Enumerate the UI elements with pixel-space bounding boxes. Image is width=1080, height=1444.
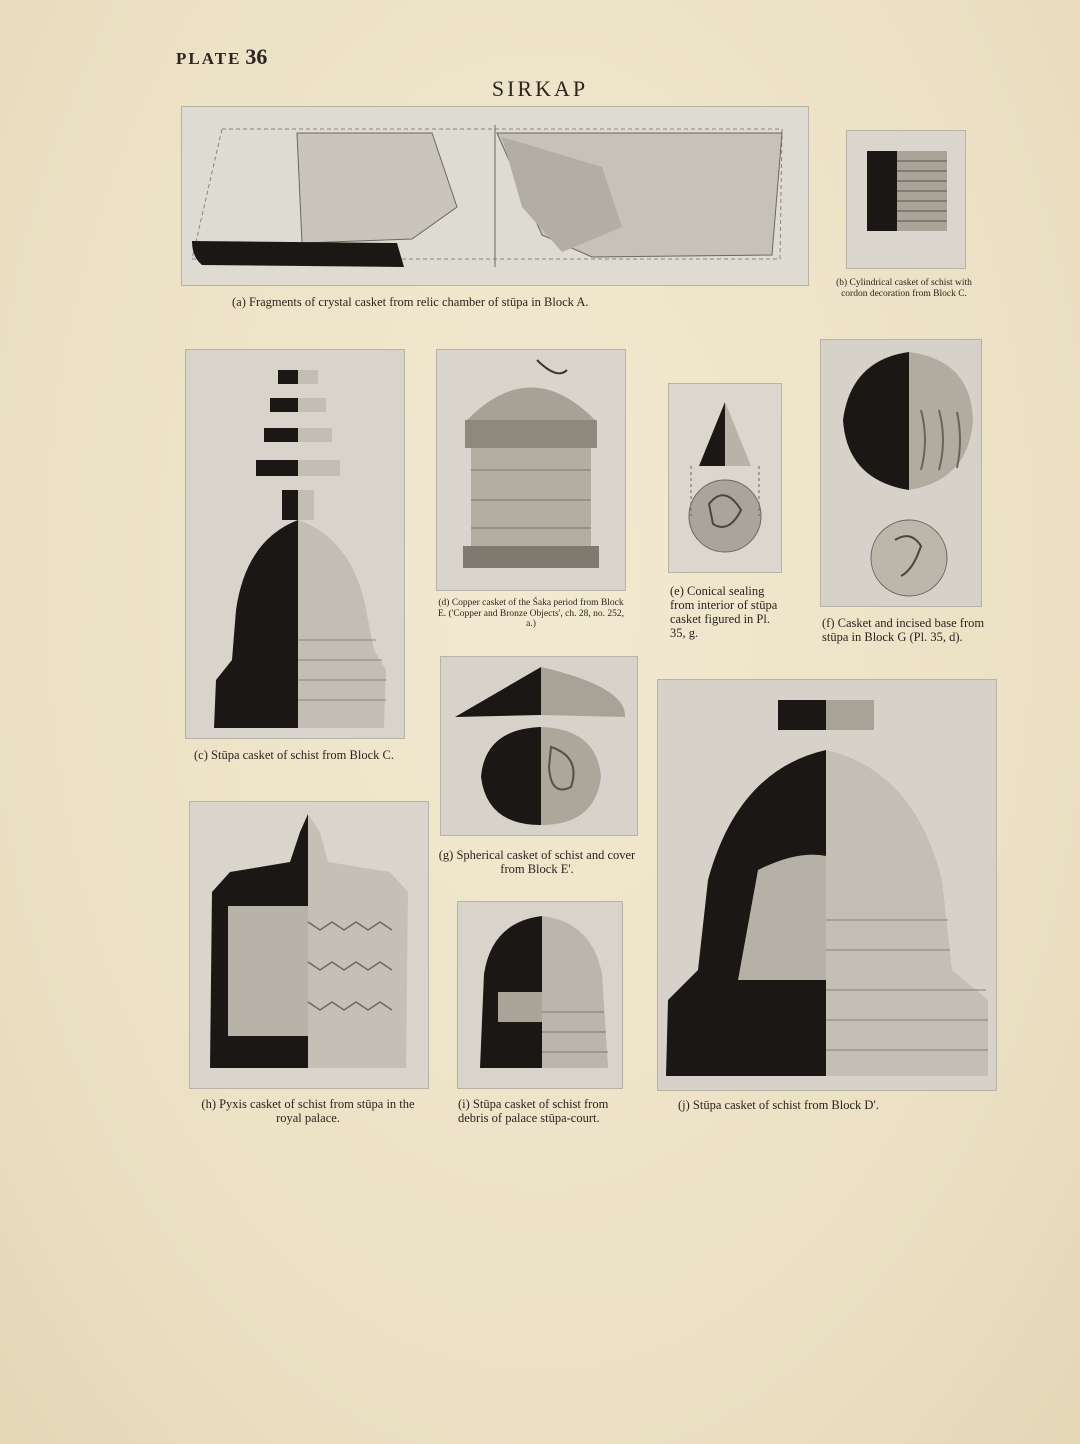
caption-e: (e) Conical sealing from interior of stūpa casket figured in Pl. 35, g. xyxy=(670,584,778,640)
figure-c-stupa-casket xyxy=(185,349,405,739)
figure-e-conical-sealing xyxy=(668,383,782,573)
figure-f-casket-and-base xyxy=(820,339,982,607)
figure-a-crystal-fragments xyxy=(181,106,809,286)
figure-d-copper-casket xyxy=(436,349,626,591)
caption-j: (j) Stūpa casket of schist from Block D'. xyxy=(678,1098,879,1112)
caption-i: (i) Stūpa casket of schist from debris of palace stūpa-court. xyxy=(458,1097,609,1125)
figure-i-stupa-casket xyxy=(457,901,623,1089)
caption-a: (a) Fragments of crystal casket from relic chamber of stūpa in Block A. xyxy=(232,295,589,309)
caption-f: (f) Casket and incised base from stūpa in Block G (Pl. 35, d). xyxy=(822,616,985,644)
figure-b-cylindrical-casket xyxy=(846,130,966,269)
figure-g-spherical-casket xyxy=(440,656,638,836)
plate-title: SIRKAP xyxy=(491,76,589,101)
figure-j-stupa-casket xyxy=(657,679,997,1091)
caption-g: (g) Spherical casket of schist and cover from Block E'. xyxy=(438,848,636,876)
caption-h: (h) Pyxis casket of schist from stūpa in the royal palace. xyxy=(201,1097,415,1125)
caption-d: (d) Copper casket of the Śaka period from Block E. ('Copper and Bronze Objects', ch. 28, no. 252, a.) xyxy=(438,598,624,629)
caption-b: (b) Cylindrical casket of schist with cordon decoration from Block C. xyxy=(836,278,972,299)
figure-h-pyxis-casket xyxy=(189,801,429,1089)
plate-number: PLATE 36 xyxy=(176,44,268,69)
caption-c: (c) Stūpa casket of schist from Block C. xyxy=(194,748,394,762)
